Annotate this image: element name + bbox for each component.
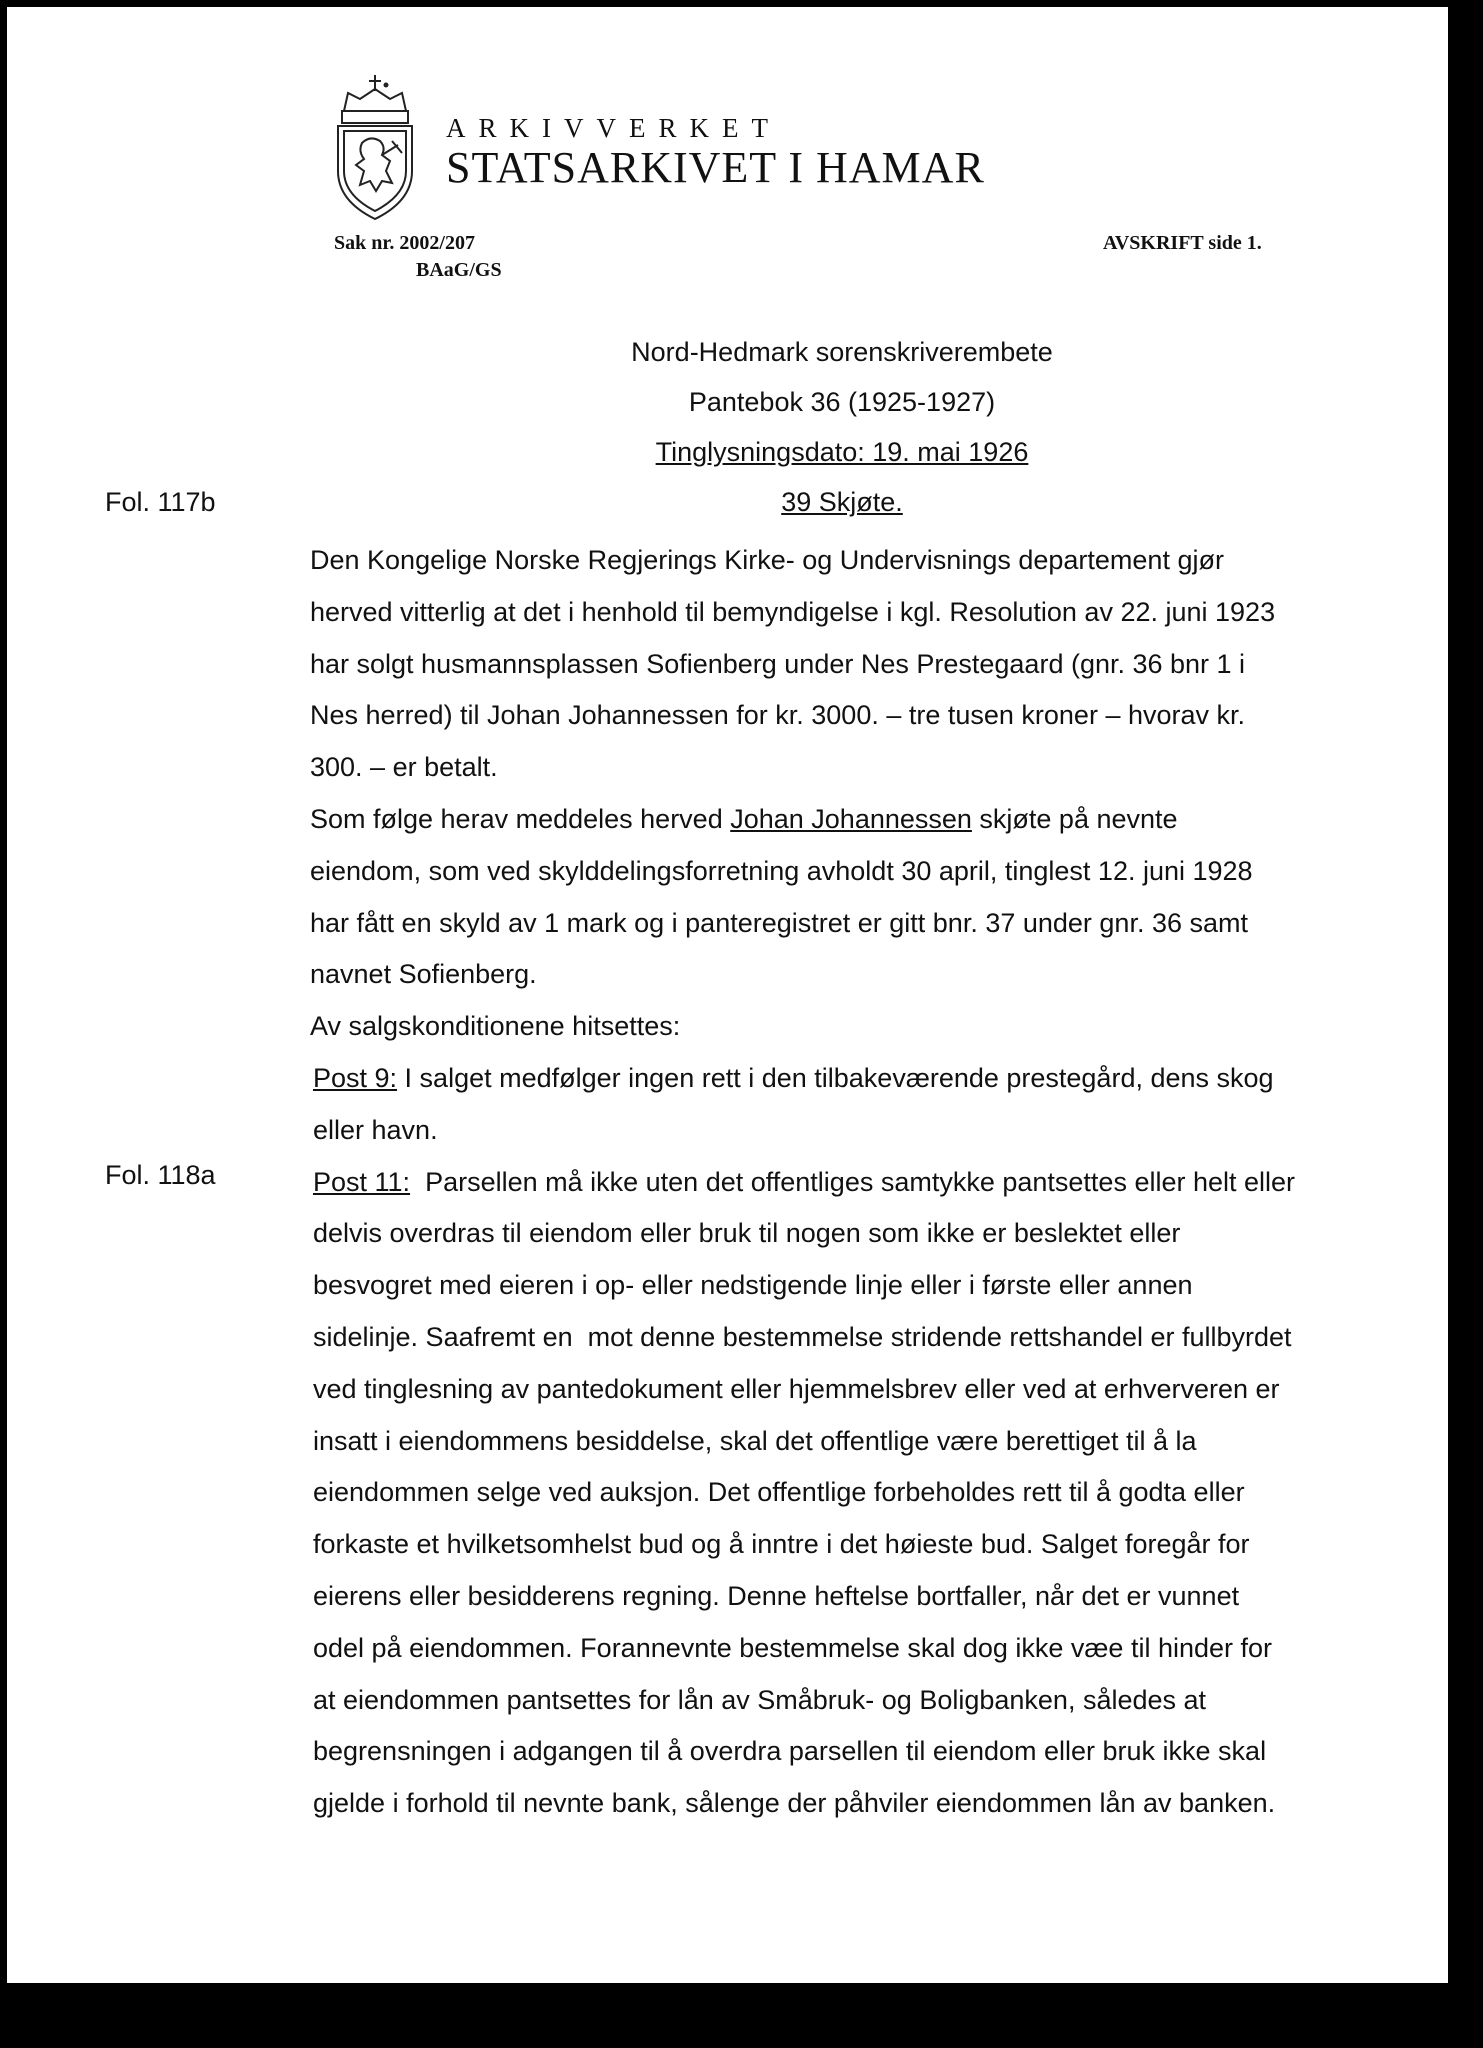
case-number-value: 2002/207 <box>399 232 475 254</box>
text-line: herved vitterlig at det i henhold til bemyndigelse i kgl. Resolution av 22. juni 1923 <box>310 596 1276 627</box>
text-span: Parsellen må ikke uten det offentliges samtykke pantsettes eller helt eller <box>410 1166 1296 1197</box>
text-line: Den Kongelige Norske Regjerings Kirke- og Undervisnings departement gjør <box>310 545 1224 575</box>
case-number-label: Sak nr. <box>334 232 395 254</box>
registration-date: Tinglysningsdato: 19. mai 1926 <box>655 437 1029 467</box>
case-number <box>334 232 475 255</box>
text-line: ved tinglesning av pantedokument eller hjemmelsbrev eller ved at erhververen er <box>313 1373 1280 1404</box>
text-line: eierens eller besidderens regning. Denne heftelse bortfaller, når det er vunnet <box>313 1580 1240 1611</box>
text-line: at eiendommen pantsettes for lån av Småbruk- og Boligbanken, således at <box>313 1684 1207 1715</box>
office-title: Nord-Hedmark sorenskriverembete <box>631 337 1053 367</box>
text-span: I salget medfølger ingen rett i den tilbakeværende prestegård, dens skog <box>397 1062 1274 1093</box>
text-line: eller havn. <box>313 1114 438 1145</box>
text-line: har solgt husmannsplassen Sofienberg under Nes Prestegaard (gnr. 36 bnr 1 i <box>310 648 1246 679</box>
text-span: skjøte på nevnte <box>971 803 1178 834</box>
text-line: gjelde i forhold til nevnte bank, sålenge der påhviler eiendommen lån av banken. <box>313 1788 1276 1819</box>
text-line <box>310 1053 1380 1105</box>
post-11-label: Post 11: <box>313 1166 411 1197</box>
deed-body <box>310 535 1380 1830</box>
text-line <box>310 1157 1380 1209</box>
text-line: eiendommen selge ved auksjon. Det offentlige forbeholdes rett til å godta eller <box>313 1477 1245 1508</box>
text-line <box>310 794 1380 846</box>
reference-code: BAaG/GS <box>416 259 502 281</box>
text-line: odel på eiendommen. Forannevnte bestemmelse skal dog ikke væe til hinder for <box>313 1632 1273 1663</box>
buyer-name: Johan Johannessen <box>730 803 972 834</box>
post-9-label: Post 9: <box>313 1062 398 1093</box>
text-line: forkaste et hvilketsomhelst bud og å inntre i det høieste bud. Salget foregår for <box>313 1529 1250 1560</box>
text-line: har fått en skyld av 1 mark og i panteregistret er gitt bnr. 37 under gnr. 36 samt <box>310 907 1248 938</box>
coat-of-arms-icon <box>330 71 420 221</box>
statsarkivet-title: STATSARKIVET I HAMAR <box>446 143 985 192</box>
document-title: 39 Skjøte. <box>781 487 903 517</box>
text-line: begrensningen i adgangen til å overdra parsellen til eiendom eller bruk ikke skal <box>313 1736 1267 1767</box>
text-line: eiendom, som ved skylddelingsforretning avholdt 30 april, tinglest 12. juni 1928 <box>310 855 1253 886</box>
text-line: navnet Sofienberg. <box>310 959 537 990</box>
text-line: insatt i eiendommens besiddelse, skal det offentlige være berettiget til å la <box>313 1425 1197 1456</box>
document-page <box>7 7 1448 1983</box>
text-line: 300. – er betalt. <box>310 752 498 783</box>
text-line: besvogret med eieren i op- eller nedstigende linje eller i første eller annen <box>313 1270 1193 1301</box>
arkivverket-label: ARKIVVERKET <box>446 113 781 143</box>
transcript-page-label: AVSKRIFT side 1. <box>1103 232 1262 254</box>
text-line: sidelinje. Saafremt en mot denne bestemmelse stridende rettshandel er fullbyrdet <box>313 1321 1292 1352</box>
text-line: delvis overdras til eiendom eller bruk til nogen som ikke er beslektet eller <box>313 1218 1181 1249</box>
text-line: Av salgskonditionene hitsettes: <box>310 1011 681 1042</box>
text-span: Som følge herav meddeles herved <box>310 803 731 834</box>
text-line: Nes herred) til Johan Johannessen for kr. 3000. – tre tusen kroner – hvorav kr. <box>310 700 1246 731</box>
folio-117b: Fol. 117b <box>105 487 216 517</box>
folio-118a: Fol. 118a <box>105 1160 216 1190</box>
book-title: Pantebok 36 (1925-1927) <box>688 387 996 417</box>
